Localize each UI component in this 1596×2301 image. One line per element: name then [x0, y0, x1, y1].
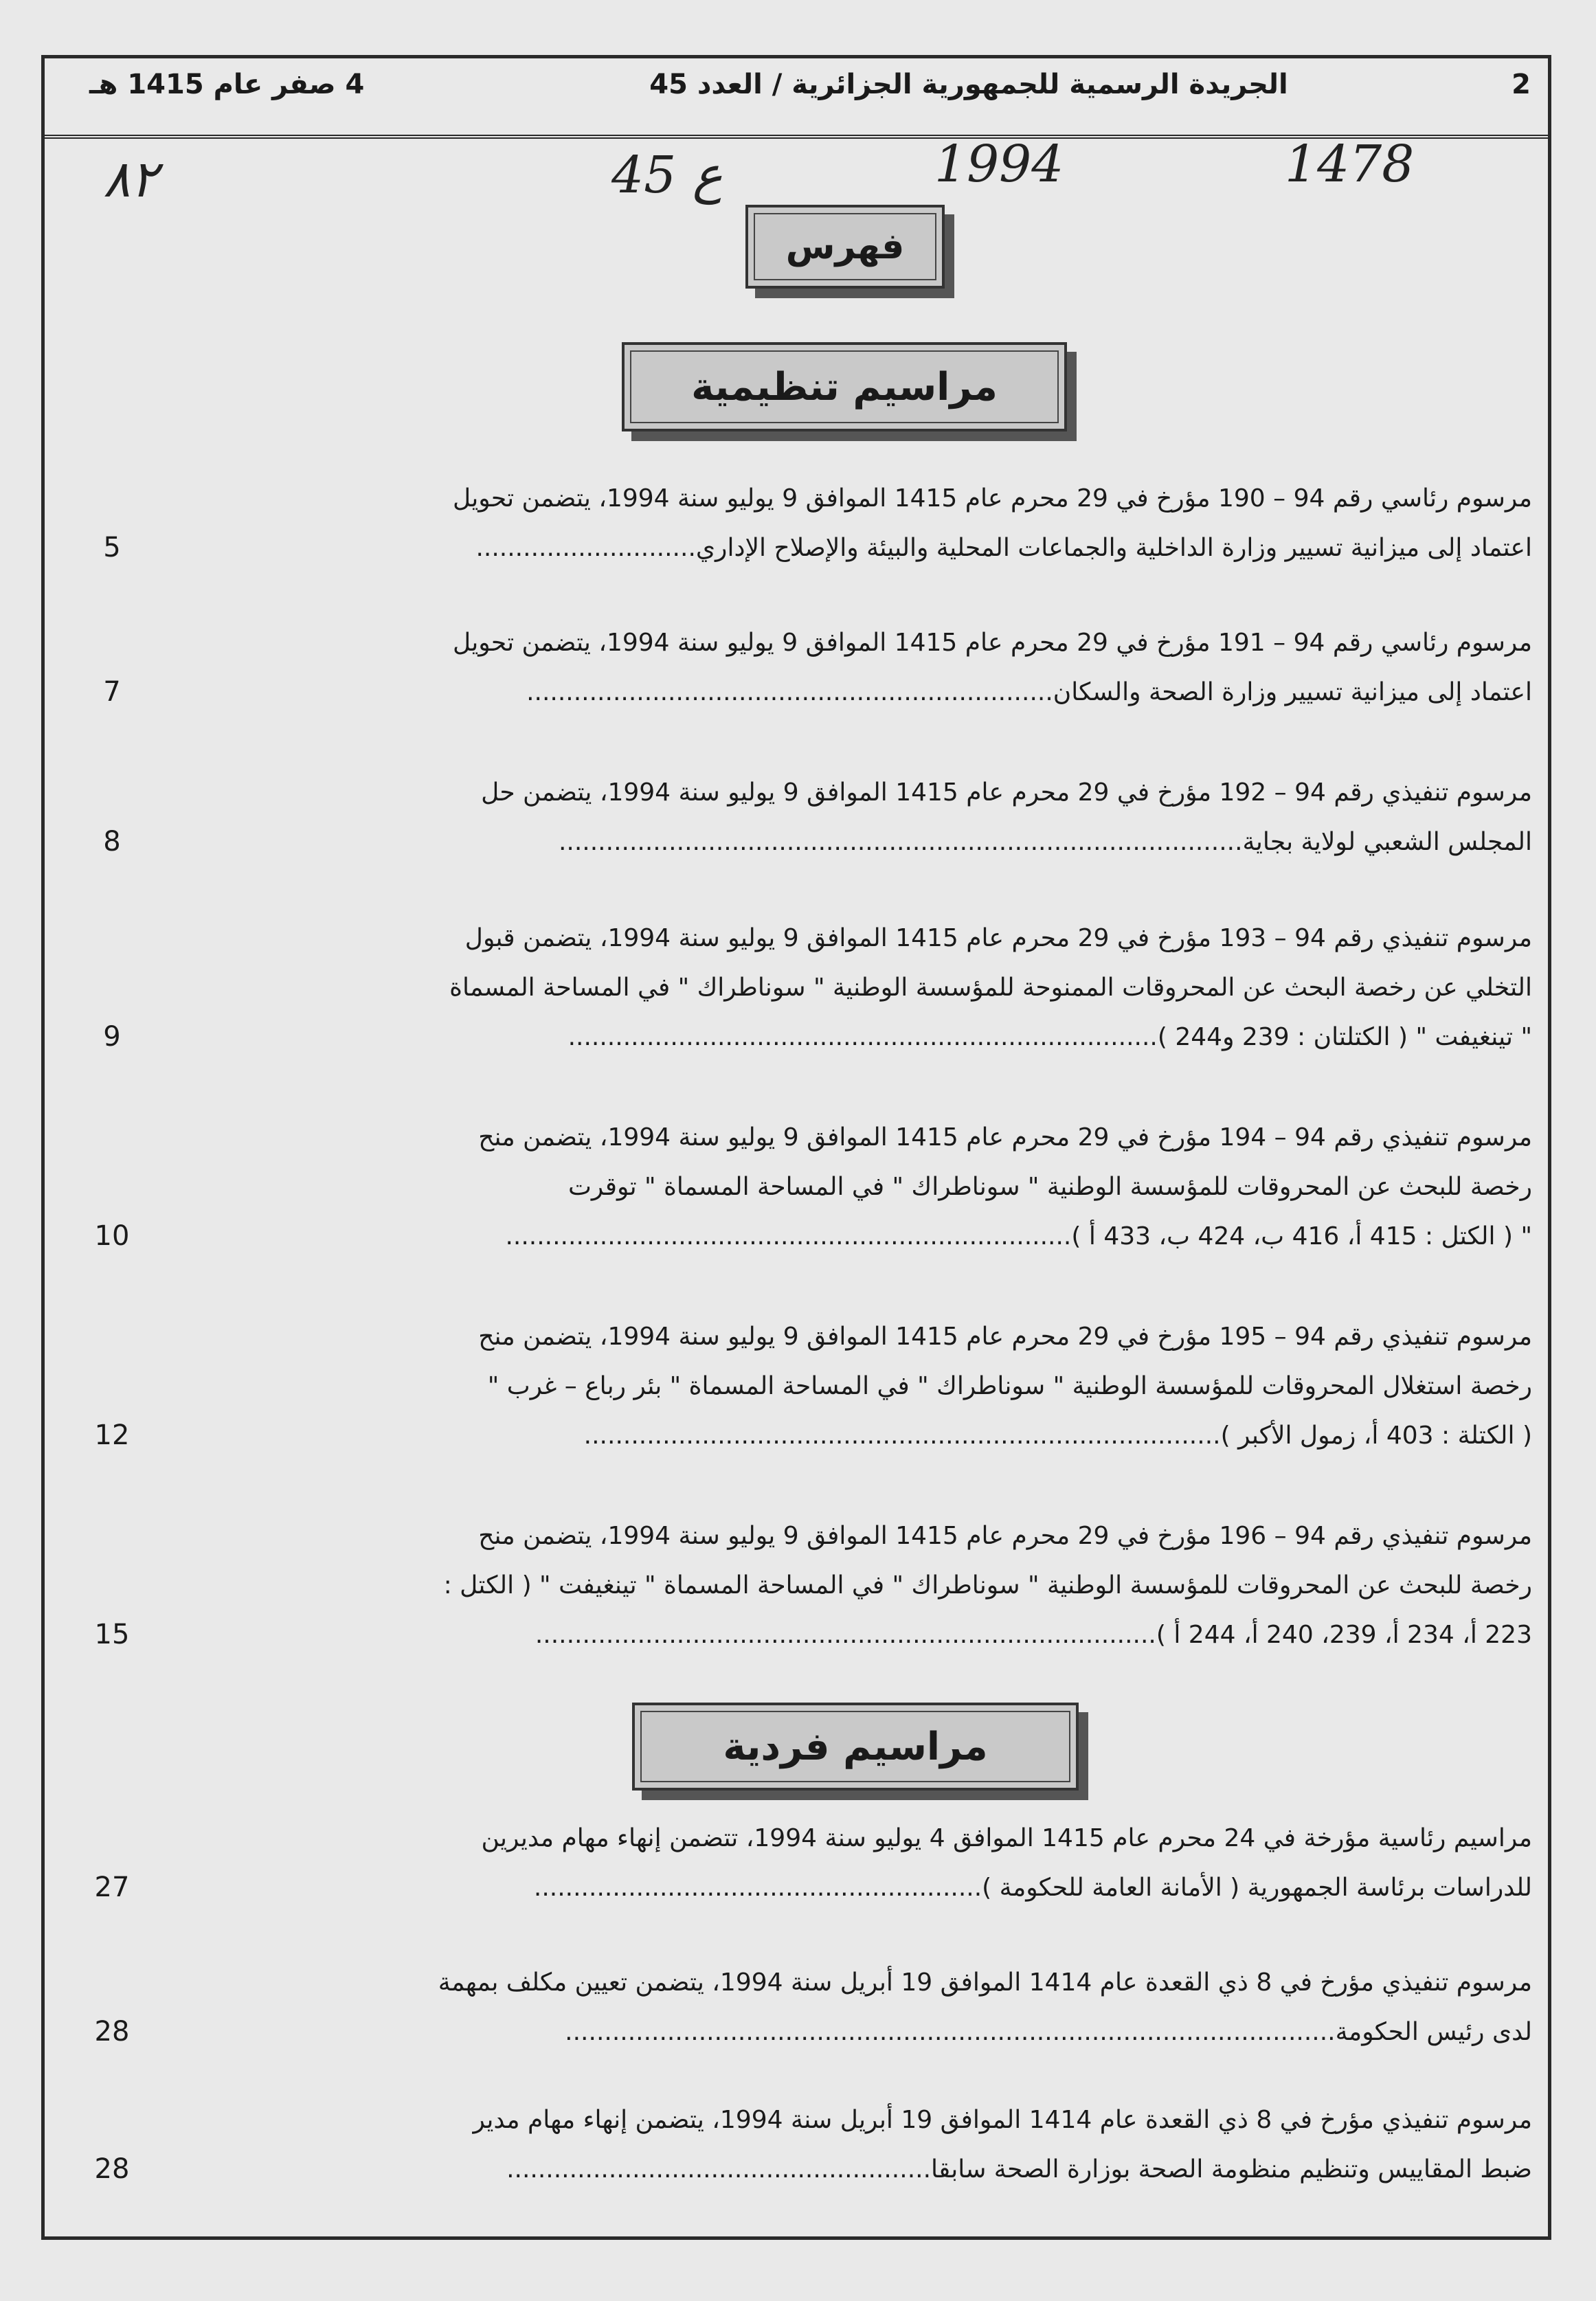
section-title-box-regulatory: [622, 342, 1067, 431]
index-entry: [186, 914, 1532, 1062]
index-entry-line: رخصة للبحث عن المحروقات للمؤسسة الوطنية " سوناطراك " في المساحة المسماة " تينغيفت " ( الكتل :: [443, 1571, 1532, 1600]
index-entry-line: ضبط المقاييس وتنظيم منظومة الصحة بوزارة الصحة سابقا......................................................: [506, 2155, 1532, 2184]
index-entry-line: اعتماد إلى ميزانية تسيير وزارة الصحة والسكان...................................................................: [526, 678, 1532, 706]
section-title-regulatory: مراسيم تنظيمية: [691, 364, 998, 409]
index-entry-line: مرسوم تنفيذي رقم 94 – 193 مؤرخ في 29 محرم عام 1415 الموافق 9 يوليو سنة 1994، يتضمن قبول: [464, 924, 1532, 952]
index-entry: [186, 1113, 1532, 1261]
index-entry-line: " تينغيفت " ( الكتلتان : 239 و244 )...........................................................................: [567, 1023, 1532, 1051]
handwritten-note-right: 1478: [1285, 135, 1415, 194]
index-entry-line: مرسوم رئاسي رقم 94 – 191 مؤرخ في 29 محرم عام 1415 الموافق 9 يوليو سنة 1994، يتضمن تحويل: [452, 629, 1532, 657]
index-entry-line: رخصة للبحث عن المحروقات للمؤسسة الوطنية " سوناطراك " في المساحة المسماة " توقرت: [568, 1173, 1532, 1201]
index-entry-line: مرسوم تنفيذي رقم 94 – 194 مؤرخ في 29 محرم عام 1415 الموافق 9 يوليو سنة 1994، يتضمن منح: [478, 1123, 1532, 1152]
index-entry-line: " ( الكتل : 415 أ، 416 ب، 424 ب، 433 أ )........................................................................: [505, 1222, 1532, 1250]
index-entry: [186, 474, 1532, 573]
index-entry-line: مرسوم تنفيذي مؤرخ في 8 ذي القعدة عام 1414 الموافق 19 أبريل سنة 1994، يتضمن إنهاء مهام مدير: [473, 2106, 1532, 2134]
page-header: [41, 55, 1551, 139]
index-entry-line: 223 أ، 234 أ، 239، 240 أ، 244 أ )...............................................................................: [535, 1621, 1532, 1649]
index-entry: [186, 768, 1532, 867]
handwritten-note-center: ع 45: [611, 146, 723, 205]
index-entry-page-number: 12: [94, 1419, 130, 1451]
header-date: 4 صفر عام 1415 هـ: [89, 69, 365, 100]
index-entry: [186, 1512, 1532, 1660]
index-entry-line: مرسوم تنفيذي مؤرخ في 8 ذي القعدة عام 1414 الموافق 19 أبريل سنة 1994، يتضمن تعيين مكلف بمهمة: [438, 1968, 1532, 1997]
section-title-box-individual: [632, 1703, 1079, 1791]
index-entry-line: مرسوم تنفيذي رقم 94 – 196 مؤرخ في 29 محرم عام 1415 الموافق 9 يوليو سنة 1994، يتضمن منح: [478, 1522, 1532, 1550]
index-entry-line: مرسوم تنفيذي رقم 94 – 192 مؤرخ في 29 محرم عام 1415 الموافق 9 يوليو سنة 1994، يتضمن حل: [481, 778, 1532, 807]
index-entry-line: المجلس الشعبي لولاية بجاية.......................................................................................: [558, 828, 1532, 856]
index-entry-line: اعتماد إلى ميزانية تسيير وزارة الداخلية والجماعات المحلية والبيئة والإصلاح الإداري............................: [475, 534, 1532, 562]
index-title-box: [745, 205, 945, 289]
handwritten-note-left: ٨٢: [103, 150, 158, 209]
section-title-individual: مراسيم فردية: [723, 1724, 988, 1769]
index-entry-page-number: 8: [103, 826, 121, 857]
index-entry-line: التخلي عن رخصة البحث عن المحروقات الممنوحة للمؤسسة الوطنية " سوناطراك " في المساحة المسماة: [449, 974, 1532, 1002]
index-entry-page-number: 7: [103, 676, 121, 708]
index-entry-line: مرسوم رئاسي رقم 94 – 190 مؤرخ في 29 محرم عام 1415 الموافق 9 يوليو سنة 1994، يتضمن تحويل: [452, 484, 1532, 513]
header-title: الجريدة الرسمية للجمهورية الجزائرية / العدد 45: [649, 69, 1288, 100]
index-entry: [186, 618, 1532, 717]
index-entry-page-number: 28: [94, 2016, 130, 2047]
index-entry-line: مراسيم رئاسية مؤرخة في 24 محرم عام 1415 الموافق 4 يوليو سنة 1994، تتضمن إنهاء مهام مديرين: [481, 1824, 1532, 1852]
index-entry-line: للدراسات برئاسة الجمهورية ( الأمانة العامة للحكومة ).........................................................: [533, 1874, 1532, 1902]
index-entry-page-number: 15: [94, 1619, 130, 1650]
index-entry-page-number: 28: [94, 2153, 130, 2185]
header-page-number: 2: [1511, 69, 1531, 100]
index-title: فهرس: [785, 226, 905, 267]
index-entry-page-number: 10: [94, 1220, 130, 1252]
handwritten-note-year: 1994: [934, 135, 1064, 194]
index-entry: [186, 2096, 1532, 2195]
index-entry: [186, 1958, 1532, 2057]
index-entry-page-number: 9: [103, 1021, 121, 1053]
index-entry-line: لدى رئيس الحكومة..................................................................................................: [565, 2018, 1532, 2046]
index-entry-line: مرسوم تنفيذي رقم 94 – 195 مؤرخ في 29 محرم عام 1415 الموافق 9 يوليو سنة 1994، يتضمن منح: [478, 1323, 1532, 1351]
index-entry-page-number: 27: [94, 1872, 130, 1903]
index-entry: [186, 1814, 1532, 1913]
index-entry-line: رخصة استغلال المحروقات للمؤسسة الوطنية " سوناطراك " في المساحة المسماة " بئر رباع – غرب ": [487, 1372, 1532, 1400]
index-entry: [186, 1312, 1532, 1461]
index-entry-page-number: 5: [103, 532, 121, 563]
index-entry-line: ( الكتلة : 403 أ، زمول الأكبر ).................................................................................: [583, 1422, 1532, 1450]
